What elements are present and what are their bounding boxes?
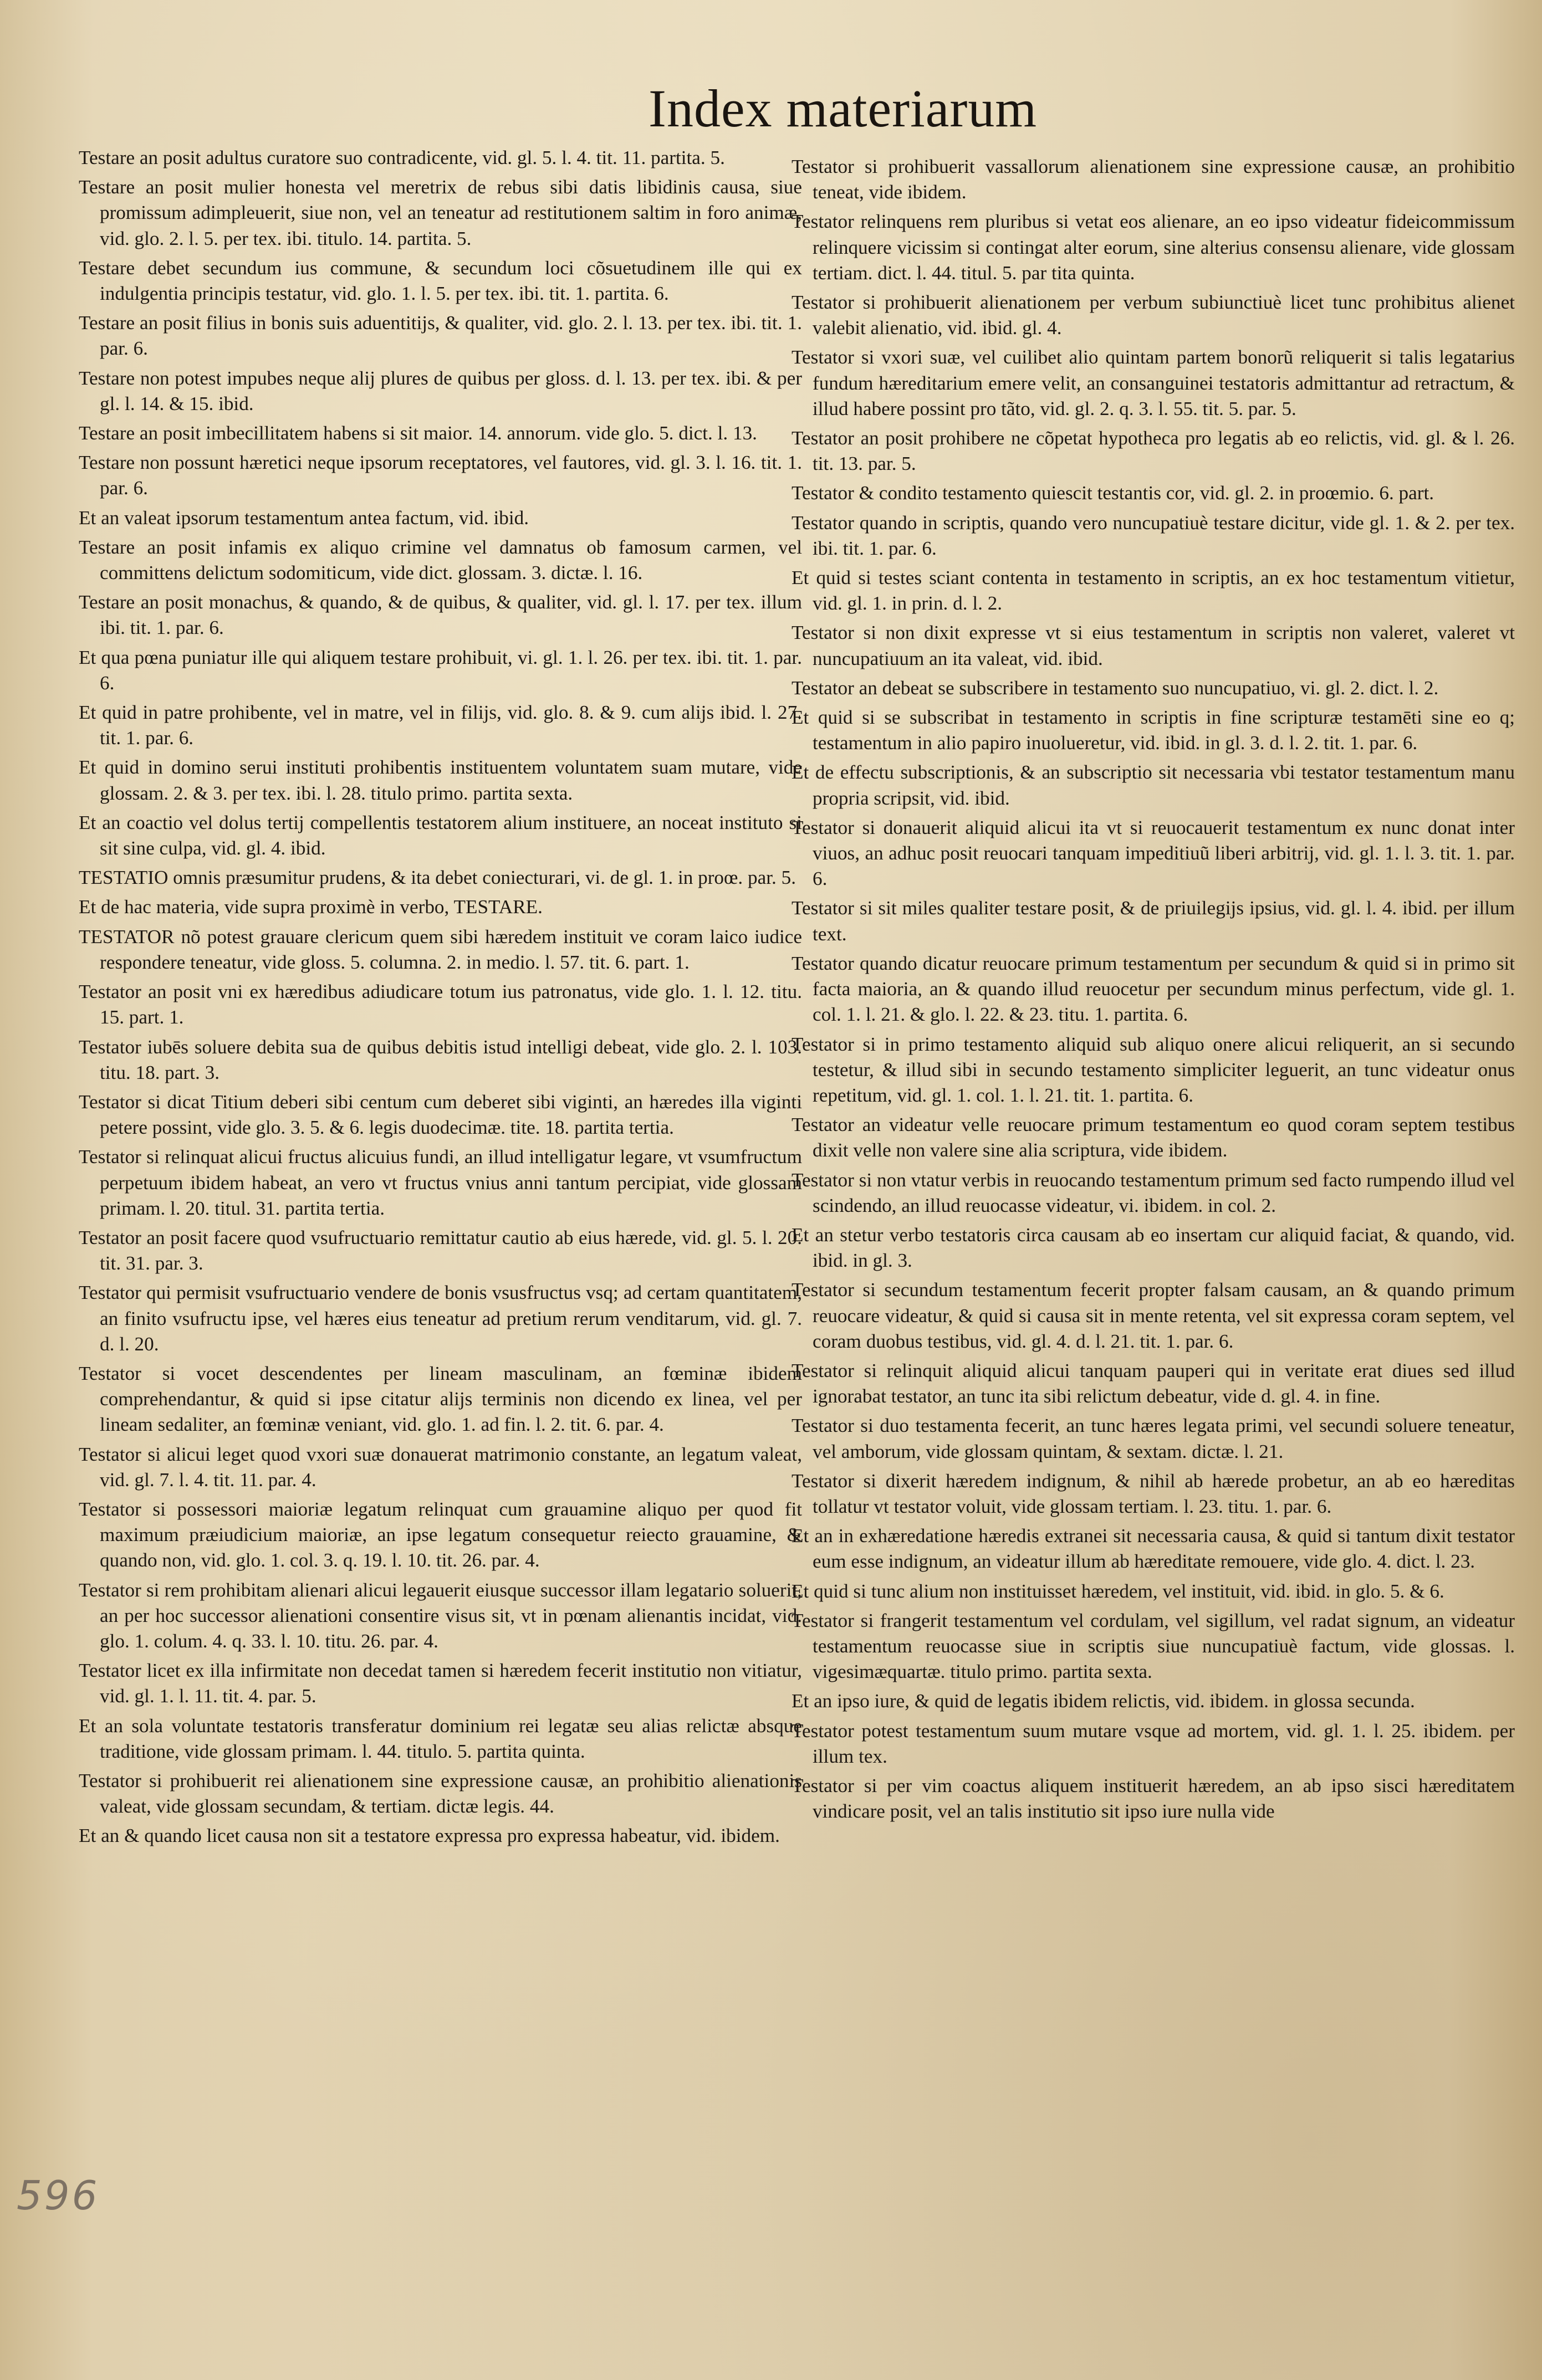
- index-entry: Et an & quando licet causa non sit a testatore expressa pro expressa habeatur, vid. ibidem.: [79, 1825, 780, 1847]
- page-folio-number: 596: [17, 2172, 100, 2219]
- index-entry: Testator si prohibuerit alienationem per verbum subiunctiuè licet tunc prohibitus alienet valebit alienatio, vid. ibid. gl. 4.: [792, 291, 1515, 339]
- index-entry: Et quid si se subscribat in testamento in scriptis in fine scripturæ testamēti sine eo q; testamentum in alio papiro inuolueretur, vid. ibid. in gl. 3. d. l. 2. tit. 1. par. 6.: [792, 707, 1515, 754]
- index-entry: Testare an posit adultus curatore suo contradicente, vid. gl. 5. l. 4. tit. 11. partita. 5.: [79, 147, 725, 168]
- index-entry: TESTATOR nõ potest grauare clericum quem sibi hæredem instituit ve coram laico iudice respondere teneatur, vide gloss. 5. columna. 2. in medio. l. 57. tit. 6. part. 1.: [79, 925, 802, 973]
- index-entry: Testator an debeat se subscribere in testamento suo nuncupatiuo, vi. gl. 2. dict. l. 2.: [792, 677, 1439, 699]
- index-entry: Testare an posit monachus, & quando, & de quibus, & qualiter, vid. gl. l. 17. per tex. illum ibi. tit. 1. par. 6.: [79, 591, 802, 639]
- index-entry: Et de effectu subscriptionis, & an subscriptio sit necessaria vbi testator testamentum manu propria scripsit, vid. ibid.: [792, 761, 1515, 809]
- page-title: Index materiarum: [649, 79, 1038, 138]
- index-entry: Testare an posit infamis ex aliquo crimine vel damnatus ob famosum carmen, vel committens delictum sodomiticum, vide dict. glossam. 3. dictæ. l. 16.: [79, 536, 802, 584]
- index-entry: Et de hac materia, vide supra proximè in verbo, TESTARE.: [79, 896, 543, 918]
- index-entry: Testator si possessori maioriæ legatum relinquat cum grauamine aliquo per quod fit maximum præiudicium maioriæ, an ipse legatum consequetur reiecto grauamine, & quando non, vid. glo. 1. col. 3. q. 19. l. 10. tit. 26. par. 4.: [79, 1498, 802, 1572]
- index-entry: Testator an posit facere quod vsufructuario remittatur cautio ab eius hærede, vid. gl. 5. l. 20. tit. 31. par. 3.: [79, 1226, 802, 1275]
- index-entry: Testator si sit miles qualiter testare posit, & de priuilegijs ipsius, vid. gl. l. 4. ibid. per illum text.: [792, 897, 1515, 945]
- index-entry: Testator si vxori suæ, vel cuilibet alio quintam partem bonorũ reliquerit si talis legatarius fundum hæreditarium emere velit, an consanguinei testatoris admittantur ad retractum, & illud habere possint pro tãto, vid. gl. 2. q. 3. l. 55. tit. 5. par. 5.: [792, 346, 1515, 419]
- index-entry: Testator si vocet descendentes per lineam masculinam, an fœminæ ibidem comprehendantur, & quid si ipse citatur alijs terminis non dicendo ex linea, vel per lineam sedaliter, an fœminæ veniant, vid. glo. 1. ad fin. l. 2. tit. 6. par. 4.: [79, 1362, 802, 1436]
- index-entry: Testator si relinquat alicui fructus alicuius fundi, an illud intelligatur legare, vt vsumfructum perpetuum ibidem habeat, an vero vt fructus vnius anni tantum percipiat, vide glossam primam. l. 20. titul. 31. partita tertia.: [79, 1146, 802, 1219]
- index-entry: Testator si non dixit expresse vt si eius testamentum in scriptis non valeret, valeret vt nuncupatiuum an ita valeat, vid. ibid.: [792, 622, 1515, 669]
- index-entry: Et an sola voluntate testatoris transferatur dominium rei legatæ seu alias relictæ absque traditione, vide glossam primam. l. 44. titulo. 5. partita quinta.: [79, 1714, 802, 1762]
- index-entry: Testator si in primo testamento aliquid sub aliquo onere alicui reliquerit, an si secundo testetur, & illud sibi in secundo testamento simpliciter leguerit, an tunc videatur onus repetitum, vid. gl. 1. col. 1. l. 21. tit. 1. partita. 6.: [792, 1033, 1515, 1106]
- index-column-right: [792, 154, 1515, 1828]
- index-entry: Et quid si tunc alium non instituisset hæredem, vel instituit, vid. ibid. in glo. 5. & 6.: [792, 1580, 1444, 1602]
- index-entry: Testare an posit imbecillitatem habens si sit maior. 14. annorum. vide glo. 5. dict. l. 13.: [79, 422, 757, 444]
- index-entry: Testare debet secundum ius commune, & secundum loci cõsuetudinem ille qui ex indulgentia principis testatur, vid. glo. 1. l. 5. per tex. ibi. tit. 1. partita. 6.: [79, 257, 802, 305]
- index-entry: Testator si frangerit testamentum vel cordulam, vel sigillum, vel radat signum, an videatur testamentum reuocasse siue in scriptis siue nuncupatiuè factum, vide glossas. l. vigesimæquartæ. titulo primo. partita sexta.: [792, 1609, 1515, 1683]
- index-entry: Testator si prohibuerit rei alienationem sine expressione causæ, an prohibitio alienationis valeat, vide glossam secundam, & tertiam. dictæ legis. 44.: [79, 1769, 802, 1818]
- index-entry: Testator si prohibuerit vassallorum alienationem sine expressione causæ, an prohibitio teneat, vide ibidem.: [792, 156, 1515, 203]
- index-entry: Testator quando dicatur reuocare primum testamentum per secundum & quid si in primo sit facta maioria, an & quando illud reuocetur per secundum minus perfectum, vide gl. 1. col. 1. l. 21. & glo. l. 22. & 23. titu. 1. partita. 6.: [792, 952, 1515, 1026]
- index-entry: Et an in exhæredatione hæredis extranei sit necessaria causa, & quid si tantum dixit testator eum esse indignum, an videatur illum ab hæreditate remouere, vide glo. 4. dict. l. 23.: [792, 1525, 1515, 1573]
- index-column-left: [79, 145, 802, 1853]
- index-entry: Testator si dixerit hæredem indignum, & nihil ab hærede probetur, an ab eo hæreditas tollatur vt testator voluit, vide glossam tertiam. l. 23. titu. 1. par. 6.: [792, 1470, 1515, 1517]
- index-entry: Testator si rem prohibitam alienari alicui legauerit eiusque successor illam legatario soluerit, an per hoc successor alienationi consentire visus sit, vt in pœnam alienantis incidat, vid. glo. 1. colum. 4. q. 33. l. 10. titu. 26. par. 4.: [79, 1579, 802, 1652]
- index-entry: Testator an videatur velle reuocare primum testamentum eo quod coram septem testibus dixit velle non valere sine alia scriptura, vide ibidem.: [792, 1114, 1515, 1161]
- index-entry: Testare an posit filius in bonis suis aduentitijs, & qualiter, vid. glo. 2. l. 13. per tex. ibi. tit. 1. par. 6.: [79, 312, 802, 360]
- index-entry: Testator an posit vni ex hæredibus adiudicare totum ius patronatus, vide glo. 1. l. 12. titu. 15. part. 1.: [79, 981, 802, 1028]
- index-entry: Et an stetur verbo testatoris circa causam ab eo insertam cur aliquid faciat, & quando, vid. ibid. in gl. 3.: [792, 1224, 1515, 1272]
- index-entry: Et an ipso iure, & quid de legatis ibidem relictis, vid. ibidem. in glossa secunda.: [792, 1690, 1415, 1712]
- index-entry: Testator licet ex illa infirmitate non decedat tamen si hæredem fecerit institutio non vitiatur, vid. gl. 1. l. 11. tit. 4. par. 5.: [79, 1660, 802, 1707]
- index-entry: Et an coactio vel dolus tertij compellentis testatorem alium instituere, an noceat instituto si sit sine culpa, vid. gl. 4. ibid.: [79, 811, 802, 859]
- index-entry: Testator & condito testamento quiescit testantis cor, vid. gl. 2. in proœmio. 6. part.: [792, 482, 1434, 504]
- index-entry: Et an valeat ipsorum testamentum antea factum, vid. ibid.: [79, 506, 529, 529]
- index-entry: Testare an posit mulier honesta vel meretrix de rebus sibi datis libidinis causa, siue promissum adimpleuerit, siue non, vel an teneatur ad restitutionem saltim in foro animæ, vid. glo. 2. l. 5. per tex. ibi. titulo. 14. partita. 5.: [79, 176, 802, 249]
- index-entry: Et quid in domino serui instituti prohibentis instituentem voluntatem suam mutare, vide glossam. 2. & 3. per tex. ibi. l. 28. titulo primo. partita sexta.: [79, 756, 802, 804]
- index-entry: Et quid si testes sciant contenta in testamento in scriptis, an ex hoc testamentum vitietur, vid. gl. 1. in prin. d. l. 2.: [792, 567, 1515, 615]
- index-entry: Testator si donauerit aliquid alicui ita vt si reuocauerit testamentum ex nunc donat inter viuos, an adhuc posit reuocari tanquam impeditiuũ liberi arbitrij, vid. gl. 1. l. 3. tit. 1. par. 6.: [792, 816, 1515, 890]
- index-entry: Testator relinquens rem pluribus si vetat eos alienare, an eo ipso videatur fideicommissum relinquere vicissim si contingat alter eorum, sine alterius consensu alienare, vide glossam tertiam. dict. l. 44. titul. 5. par tita quinta.: [792, 211, 1515, 284]
- index-entry: Testare non potest impubes neque alij plures de quibus per gloss. d. l. 13. per tex. ibi. & per gl. l. 14. & 15. ibid.: [79, 367, 802, 414]
- index-entry: Testator si duo testamenta fecerit, an tunc hæres legata primi, vel secundi soluere teneatur, vel amborum, vide glossam quintam, & sextam. dictæ. l. 21.: [792, 1415, 1515, 1462]
- index-entry: Testator qui permisit vsufructuario vendere de bonis vsusfructus vsq; ad certam quantitatem, an finito vsufructu ipse, vel hæres eius teneatur ad pretium rerum venditarum, vid. gl. 7. d. l. 20.: [79, 1282, 802, 1355]
- index-entry: Testare non possunt hæretici neque ipsorum receptatores, vel fautores, vid. gl. 3. l. 16. tit. 1. par. 6.: [79, 452, 802, 499]
- index-entry: Et qua pœna puniatur ille qui aliquem testare prohibuit, vi. gl. 1. l. 26. per tex. ibi. tit. 1. par. 6.: [79, 646, 802, 694]
- index-entry: Testator si secundum testamentum fecerit propter falsam causam, an & quando primum reuocare videatur, & quid si causa sit in mente retenta, vel sit expressa coram septem, vel coram duobus testibus, vid. gl. 4. d. l. 21. tit. 1. par. 6.: [792, 1279, 1515, 1352]
- index-entry: Testator potest testamentum suum mutare vsque ad mortem, vid. gl. 1. l. 25. ibidem. per illum tex.: [792, 1719, 1515, 1767]
- index-entry: Testator si per vim coactus aliquem instituerit hæredem, an ab ipso sisci hæreditatem vindicare posit, vel an talis institutio sit ipso iure nulla vide: [792, 1774, 1515, 1823]
- index-entry: TESTATIO omnis præsumitur prudens, & ita debet coniecturari, vi. de gl. 1. in proœ. par. 5.: [79, 867, 796, 889]
- index-entry: Testator si dicat Titium deberi sibi centum cum deberet sibi viginti, an hæredes illa viginti petere possint, vide glo. 3. 5. & 6. legis duodecimæ. tite. 18. partita tertia.: [79, 1091, 802, 1139]
- index-entry: Testator si relinquit aliquid alicui tanquam pauperi qui in veritate erat diues sed illud ignorabat testator, an tunc ita sibi relictum debeatur, vide d. gl. 4. in fine.: [792, 1359, 1515, 1407]
- index-entry: Testator quando in scriptis, quando vero nuncupatiuè testare dicitur, vide gl. 1. & 2. per tex. ibi. tit. 1. par. 6.: [792, 511, 1515, 559]
- index-entry: Testator iubēs soluere debita sua de quibus debitis istud intelligi debeat, vide glo. 2. l. 103. titu. 18. part. 3.: [79, 1036, 802, 1083]
- index-entry: Testator si non vtatur verbis in reuocando testamentum primum sed facto rumpendo illud vel scindendo, an illud reuocasse videatur, vi. ibidem. in col. 2.: [792, 1169, 1515, 1216]
- index-entry: Testator an posit prohibere ne cõpetat hypotheca pro legatis ab eo relictis, vid. gl. & l. 26. tit. 13. par. 5.: [792, 427, 1515, 475]
- index-entry: Testator si alicui leget quod vxori suæ donauerat matrimonio constante, an legatum valeat, vid. gl. 7. l. 4. tit. 11. par. 4.: [79, 1443, 802, 1491]
- index-entry: Et quid in patre prohibente, vel in matre, vel in filijs, vid. glo. 8. & 9. cum alijs ibid. l. 27. tit. 1. par. 6.: [79, 702, 802, 749]
